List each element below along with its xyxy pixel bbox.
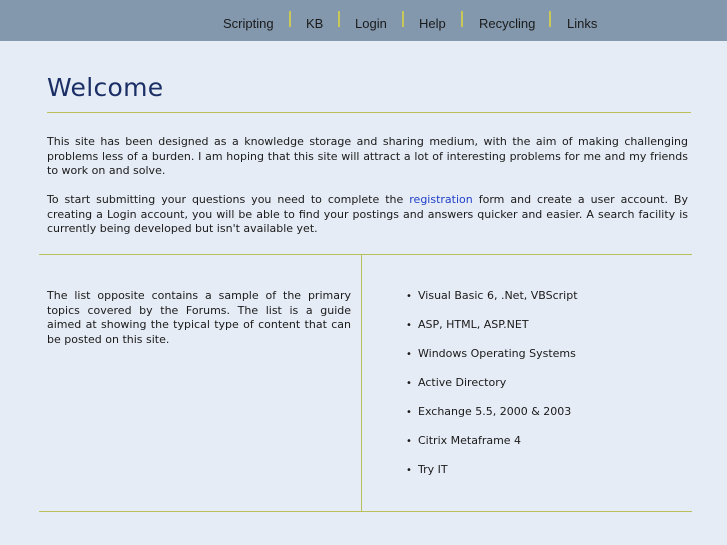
section-divider-top bbox=[39, 254, 692, 255]
list-item bbox=[406, 463, 578, 492]
registration-paragraph bbox=[47, 193, 688, 237]
list-item bbox=[406, 405, 578, 434]
nav-separator bbox=[402, 11, 404, 27]
list-item bbox=[406, 434, 578, 463]
bullet-icon: • bbox=[406, 320, 412, 331]
intro-paragraph: This site has been designed as a knowledge storage and sharing medium, with the aim of making challenging problems less of a burden. I am hoping that this site will attract a lot of interesting problems for me and my friends to work on and solve. bbox=[47, 135, 688, 178]
list-item bbox=[406, 347, 578, 376]
topic-label: Citrix Metaframe 4 bbox=[418, 434, 522, 447]
topic-label: Windows Operating Systems bbox=[418, 347, 576, 360]
nav-recycling-link[interactable]: Recycling bbox=[479, 16, 536, 31]
topics-description: The list opposite contains a sample of the primary topics covered by the Forums. The list is a guide aimed at showing the typical type of content that can be posted on this site. bbox=[47, 289, 351, 346]
nav-scripting-link[interactable]: Scripting bbox=[223, 16, 274, 31]
bullet-icon: • bbox=[406, 465, 412, 476]
topic-label: Visual Basic 6, .Net, VBScript bbox=[418, 289, 578, 302]
nav-links-link[interactable]: Links bbox=[567, 16, 598, 31]
registration-text-after: form and create a user account. By creating a Login account, you will be able to find your postings and answers quicker and easier. A search facility is currently being developed but isn't available yet. bbox=[47, 193, 688, 236]
bullet-icon: • bbox=[406, 291, 412, 302]
nav-separator bbox=[461, 11, 463, 27]
bullet-icon: • bbox=[406, 436, 412, 447]
registration-text-before: To start submitting your questions you need to complete the bbox=[47, 193, 410, 206]
list-item bbox=[406, 376, 578, 405]
page-title: Welcome bbox=[47, 73, 164, 102]
topic-label: ASP, HTML, ASP.NET bbox=[418, 318, 529, 331]
title-divider bbox=[47, 112, 691, 113]
topic-label: Exchange 5.5, 2000 & 2003 bbox=[418, 405, 572, 418]
topic-list bbox=[406, 289, 578, 492]
nav-help-link[interactable]: Help bbox=[419, 16, 446, 31]
column-divider bbox=[361, 255, 362, 512]
nav-separator bbox=[289, 11, 291, 27]
list-item bbox=[406, 289, 578, 318]
section-divider-bottom bbox=[39, 511, 692, 512]
topic-label: Try IT bbox=[418, 463, 448, 476]
nav-separator bbox=[549, 11, 551, 27]
nav-login-link[interactable]: Login bbox=[355, 16, 387, 31]
nav-separator bbox=[338, 11, 340, 27]
bullet-icon: • bbox=[406, 407, 412, 418]
main-nav bbox=[0, 0, 727, 41]
nav-kb-link[interactable]: KB bbox=[306, 16, 324, 31]
list-item bbox=[406, 318, 578, 347]
bullet-icon: • bbox=[406, 349, 412, 360]
bullet-icon: • bbox=[406, 378, 412, 389]
registration-link[interactable]: registration bbox=[409, 193, 473, 206]
topic-label: Active Directory bbox=[418, 376, 507, 389]
